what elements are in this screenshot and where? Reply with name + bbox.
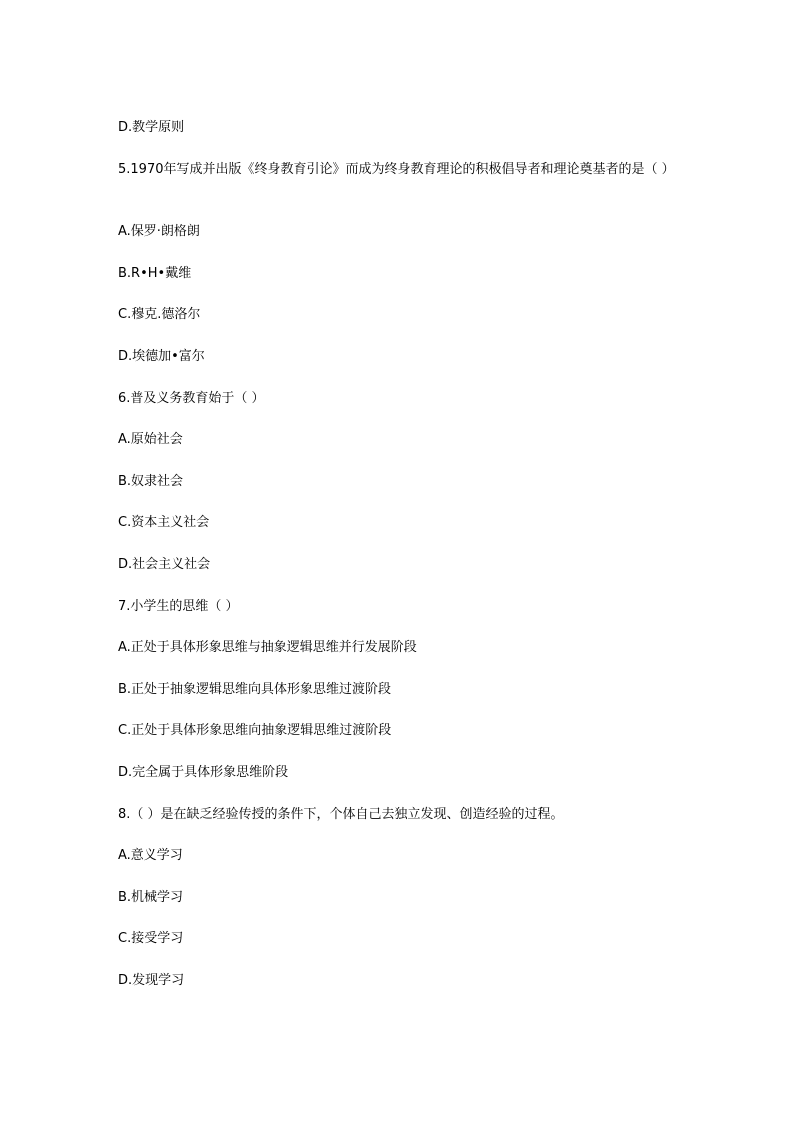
q7-option-b: B.正处于抽象逻辑思维向具体形象思维过渡阶段 [118,682,392,697]
q6-option-a: A.原始社会 [118,432,183,447]
q6-option-b: B.奴隶社会 [118,474,184,489]
q5-question: 5.1970年写成并出版《终身教育引论》而成为终身教育理论的积极倡导者和理论奠基者的是（ ） [118,162,675,177]
q8-question: 8.（ ）是在缺乏经验传授的条件下，个体自己去独立发现、创造经验的过程。 [118,807,564,822]
q8-option-a: A.意义学习 [118,848,183,863]
q7-question: 7.小学生的思维（ ） [118,599,239,614]
q7-option-c: C.正处于具体形象思维向抽象逻辑思维过渡阶段 [118,723,392,738]
q7-option-d: D.完全属于具体形象思维阶段 [118,765,289,780]
q8-option-c: C.接受学习 [118,931,184,946]
q8-option-d: D.发现学习 [118,973,185,988]
q5-option-c: C.穆克.德洛尔 [118,307,201,322]
q6-option-c: C.资本主义社会 [118,515,210,530]
q7-option-a: A.正处于具体形象思维与抽象逻辑思维并行发展阶段 [118,640,417,655]
q5-option-a: A.保罗·朗格朗 [118,224,200,239]
q5-option-d: D.埃德加•富尔 [118,349,205,364]
q4-option-d: D.教学原则 [118,120,185,135]
q8-option-b: B.机械学习 [118,890,184,905]
q5-option-b: B.R•H•戴维 [118,266,192,281]
q6-question: 6.普及义务教育始于（ ） [118,391,265,406]
q6-option-d: D.社会主义社会 [118,557,211,572]
